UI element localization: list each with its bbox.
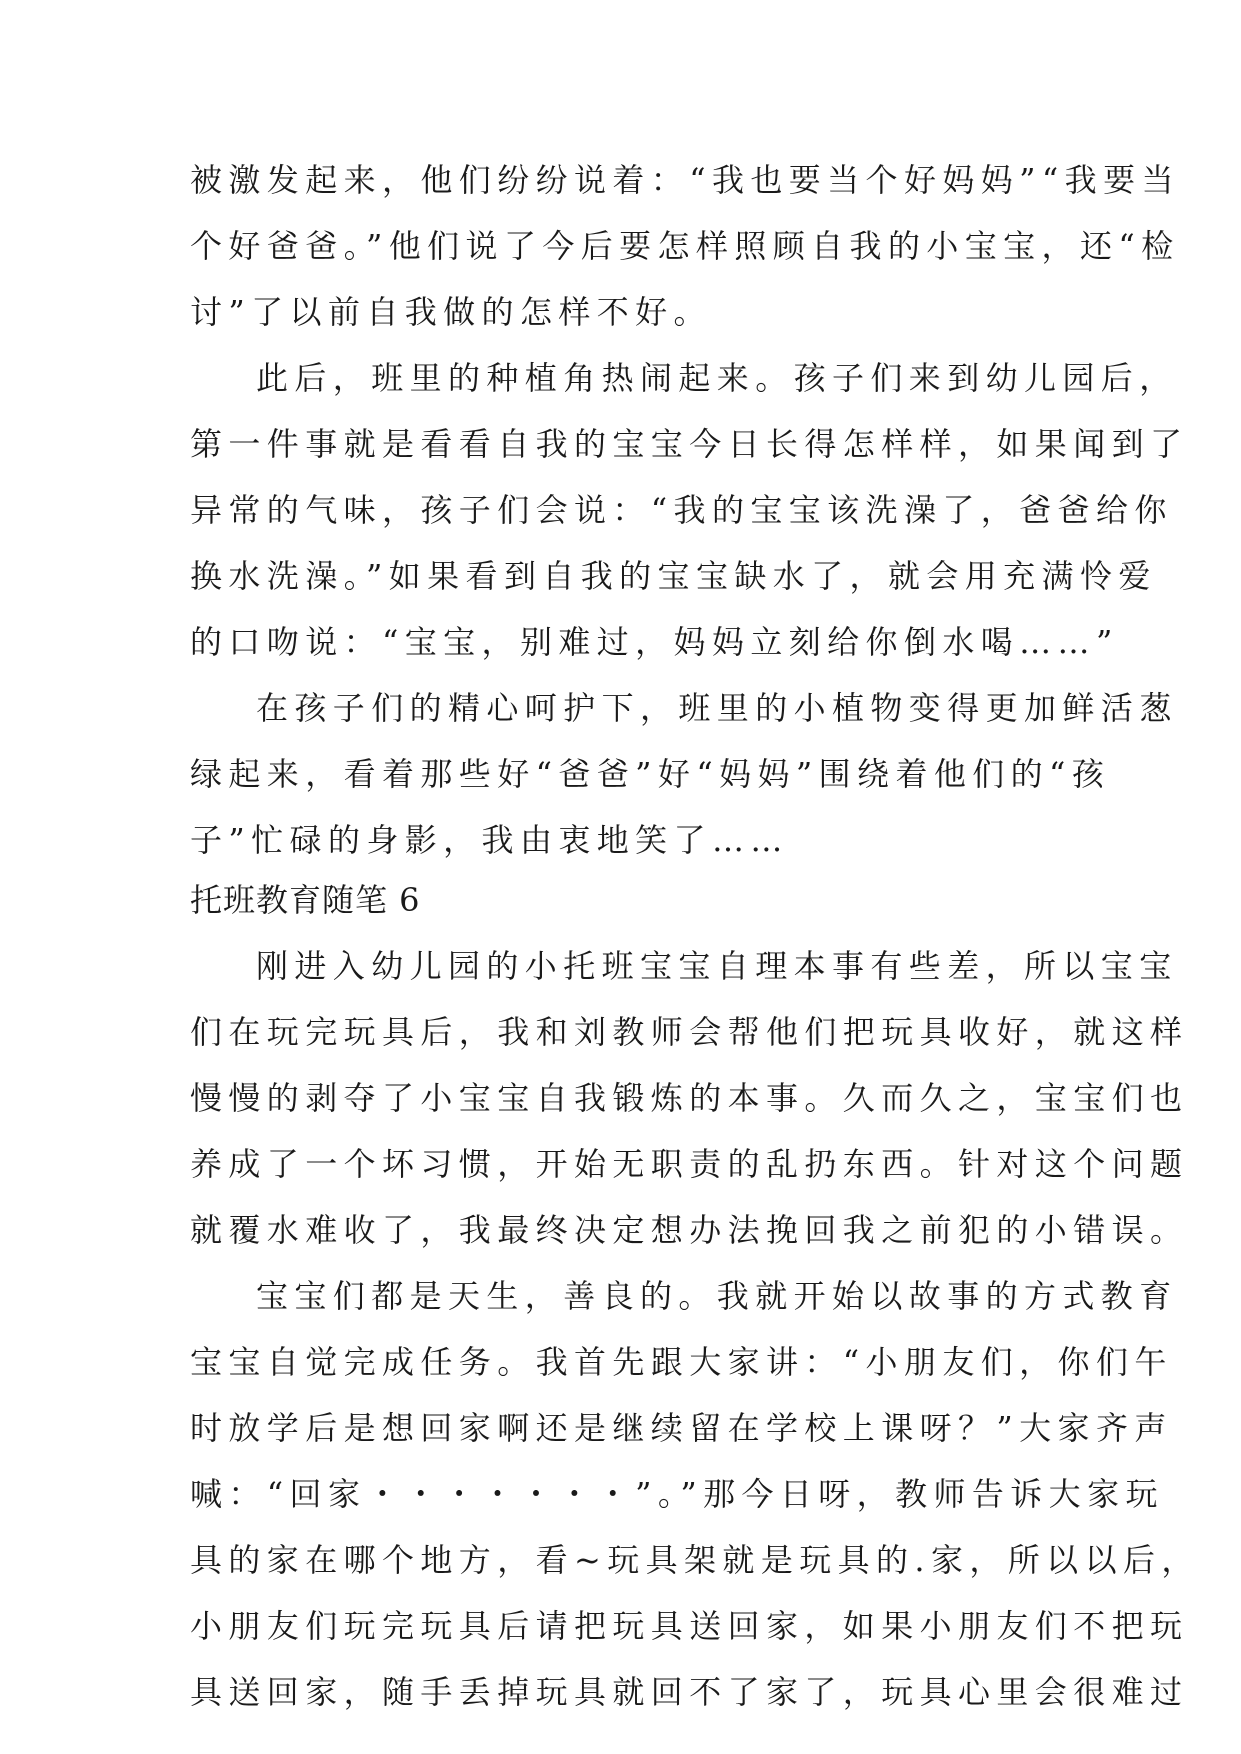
text-line: 换水洗澡。”如果看到自我的宝宝缺水了，就会用充满怜爱: [190, 557, 1157, 595]
text-line: 个好爸爸。”他们说了今后要怎样照顾自我的小宝宝，还“检: [190, 227, 1180, 265]
text-line: 小朋友们玩完玩具后请把玩具送回家，如果小朋友们不把玩: [190, 1607, 1189, 1645]
text-line: 养成了一个坏习惯，开始无职责的乱扔东西。针对这个问题: [190, 1145, 1189, 1183]
text-line: 们在玩完玩具后，我和刘教师会帮他们把玩具收好，就这样: [190, 1013, 1189, 1051]
text-line: 异常的气味，孩子们会说：“我的宝宝该洗澡了，爸爸给你: [190, 491, 1173, 529]
paragraph-first-line: 此后，班里的种植角热闹起来。孩子们来到幼儿园后，: [256, 359, 1178, 397]
text-line: 就覆水难收了，我最终决定想办法挽回我之前犯的小错误。: [190, 1211, 1189, 1249]
paragraph-first-line: 刚进入幼儿园的小托班宝宝自理本事有些差，所以宝宝: [256, 947, 1178, 985]
paragraph-first-line: 宝宝们都是天生，善良的。我就开始以故事的方式教育: [256, 1277, 1178, 1315]
text-line: 喊：“回家・・・・・・・”。”那今日呀，教师告诉大家玩: [190, 1475, 1164, 1513]
text-line: 子”忙碌的身影，我由衷地笑了……: [190, 821, 789, 859]
paragraph-first-line: 在孩子们的精心呵护下，班里的小植物变得更加鲜活葱: [256, 689, 1178, 727]
section-heading: 托班教育随笔 6: [190, 881, 421, 919]
text-line: 讨”了以前自我做的怎样不好。: [190, 293, 712, 331]
text-line: 被激发起来，他们纷纷说着：“我也要当个好妈妈”“我要当: [190, 161, 1180, 199]
text-line: 时放学后是想回家啊还是继续留在学校上课呀？”大家齐声: [190, 1409, 1173, 1447]
text-line: 第一件事就是看看自我的宝宝今日长得怎样样，如果闻到了: [190, 425, 1189, 463]
text-line: 具送回家，随手丢掉玩具就回不了家了，玩具心里会很难过: [190, 1673, 1189, 1711]
text-line: 的口吻说：“宝宝，别难过，妈妈立刻给你倒水喝……”: [190, 623, 1119, 661]
text-line: 宝宝自觉完成任务。我首先跟大家讲：“小朋友们，你们午: [190, 1343, 1173, 1381]
text-line: 慢慢的剥夺了小宝宝自我锻炼的本事。久而久之，宝宝们也: [190, 1079, 1189, 1117]
text-line: 具的家在哪个地方，看~玩具架就是玩具的.家，所以以后，: [190, 1541, 1200, 1579]
text-line: 绿起来，看着那些好“爸爸”好“妈妈”围绕着他们的“孩: [190, 755, 1111, 793]
